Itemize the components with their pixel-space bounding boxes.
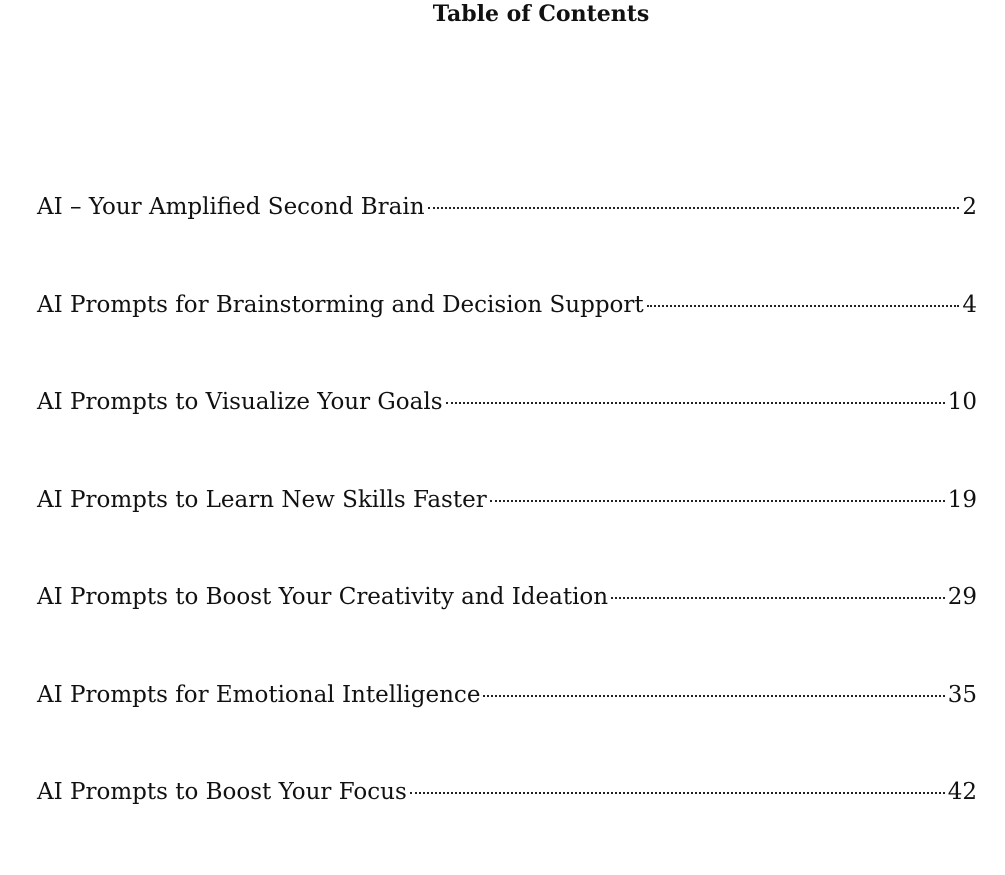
toc-entry-title: AI Prompts for Emotional Intelligence: [37, 681, 481, 708]
toc-entry[interactable]: [37, 290, 977, 388]
toc-entry-page: 4: [962, 291, 977, 318]
dot-leader: [428, 207, 960, 209]
toc-list: [37, 192, 977, 875]
dot-leader: [611, 597, 945, 599]
toc-entry-page: 2: [962, 194, 977, 220]
page-title: Table of Contents: [432, 1, 650, 27]
toc-entry[interactable]: [37, 582, 977, 680]
toc-entry-page: 19: [947, 486, 977, 513]
toc-entry[interactable]: [37, 680, 977, 778]
dot-leader: [446, 402, 945, 404]
toc-entry[interactable]: [37, 192, 977, 290]
toc-entry-page: 42: [947, 779, 977, 805]
toc-entry[interactable]: [37, 485, 977, 583]
toc-entry-page: 29: [947, 584, 977, 610]
toc-entry-title: AI – Your Amplified Second Brain: [37, 194, 425, 220]
toc-entry-title: AI Prompts to Visualize Your Goals: [37, 389, 443, 415]
dot-leader: [647, 305, 960, 307]
toc-entry[interactable]: [37, 387, 977, 485]
toc-entry-title: AI Prompts to Boost Your Creativity and Ideation: [37, 584, 609, 610]
toc-entry-title: AI Prompts to Learn New Skills Faster: [37, 486, 487, 513]
toc-entry[interactable]: [37, 777, 977, 875]
dot-leader: [410, 792, 945, 794]
toc-entry-title: AI Prompts for Brainstorming and Decision Support: [37, 291, 644, 318]
dot-leader: [483, 695, 944, 697]
toc-entry-page: 35: [947, 681, 977, 708]
toc-entry-title: AI Prompts to Boost Your Focus: [37, 779, 407, 805]
toc-entry-page: 10: [947, 389, 977, 415]
dot-leader: [490, 500, 945, 502]
